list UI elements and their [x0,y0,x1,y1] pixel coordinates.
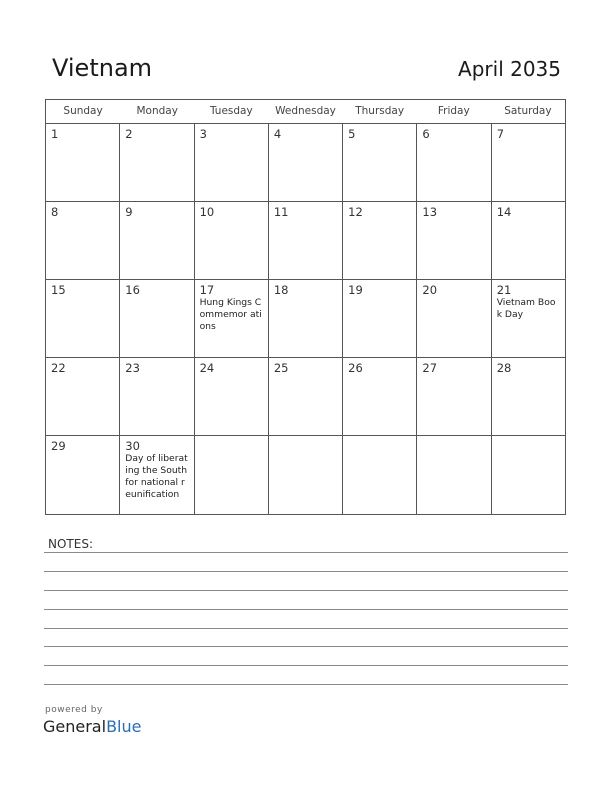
day-cell [195,280,269,357]
calendar-country-title: Vietnam [52,54,153,82]
notes-label: NOTES: [48,537,93,551]
day-number: 23 [125,361,140,375]
day-number: 22 [51,361,66,375]
day-number: 20 [422,283,438,297]
weekday-header: Sunday [63,105,103,117]
day-number: 4 [273,127,282,141]
day-cell [195,358,269,435]
week-row [46,280,565,358]
day-cell [120,436,194,514]
note-line [44,571,568,572]
day-event: Hung Kings Commemor ations [199,297,262,332]
day-cell [120,202,194,279]
note-line [44,665,568,666]
week-row [46,358,565,436]
day-number: 5 [348,127,356,141]
brand-name-general: General [43,717,107,736]
day-cell [269,436,343,514]
day-number: 30 [125,439,140,453]
day-number: 27 [422,361,438,375]
powered-by-text: powered by [45,705,103,715]
weekday-header: Wednesday [275,105,336,117]
day-number: 2 [125,127,133,141]
note-line [44,628,568,629]
day-cell [343,358,417,435]
day-cell [46,202,120,279]
day-cell [46,124,120,201]
day-cell [120,124,194,201]
day-cell [46,358,120,435]
day-number: 1 [51,127,59,141]
day-number: 11 [273,205,289,219]
day-number: 15 [51,283,66,297]
day-cell [417,436,491,514]
day-cell [343,124,417,201]
week-row [46,124,565,202]
day-cell [492,436,565,514]
day-number: 10 [199,205,215,219]
note-line [44,646,568,647]
day-number: 8 [51,205,59,219]
day-cell [417,358,491,435]
brand-logo [43,717,141,736]
day-cell [343,280,417,357]
day-number: 6 [422,127,430,141]
weekday-header: Tuesday [209,105,253,117]
day-number: 16 [125,283,140,297]
day-number: 9 [125,205,133,219]
day-cell [195,124,269,201]
day-cell [269,358,343,435]
note-line [44,590,568,591]
day-number: 12 [348,205,363,219]
day-number: 28 [496,361,512,375]
day-cell [269,202,343,279]
note-line [44,609,568,610]
day-cell [195,202,269,279]
day-cell [492,358,565,435]
day-cell [46,436,120,514]
week-row [46,202,565,280]
day-event: Day of liberating the South for national reunification [125,453,188,500]
day-cell [417,202,491,279]
day-cell [46,280,120,357]
note-line [44,552,568,553]
day-number: 18 [273,283,289,297]
day-cell [343,436,417,514]
day-cell [269,124,343,201]
day-cell [343,202,417,279]
brand-name-blue: Blue [106,717,142,736]
weekday-header: Thursday [355,105,405,117]
day-number: 13 [422,205,438,219]
day-cell [492,202,565,279]
day-number: 24 [199,361,215,375]
weekday-header-row [46,100,565,124]
day-number: 21 [496,283,512,297]
day-number: 7 [496,127,505,141]
weekday-header: Saturday [504,105,552,117]
day-cell [120,358,194,435]
day-cell [195,436,269,514]
day-number: 19 [348,283,363,297]
day-number: 3 [199,127,207,141]
day-cell [492,124,565,201]
day-cell [417,124,491,201]
day-cell [120,280,194,357]
day-number: 14 [496,205,512,219]
day-cell [417,280,491,357]
day-cell [492,280,565,357]
day-cell [269,280,343,357]
day-number: 17 [199,283,215,297]
calendar-month-title: April 2035 [458,57,561,81]
weekday-header: Friday [437,105,470,117]
calendar-grid [45,99,566,515]
weekday-header: Monday [136,105,178,117]
day-number: 29 [51,439,66,453]
week-row [46,436,565,514]
note-line [44,684,568,685]
day-number: 26 [348,361,363,375]
day-event: Vietnam Book Day [496,297,556,320]
day-number: 25 [273,361,289,375]
